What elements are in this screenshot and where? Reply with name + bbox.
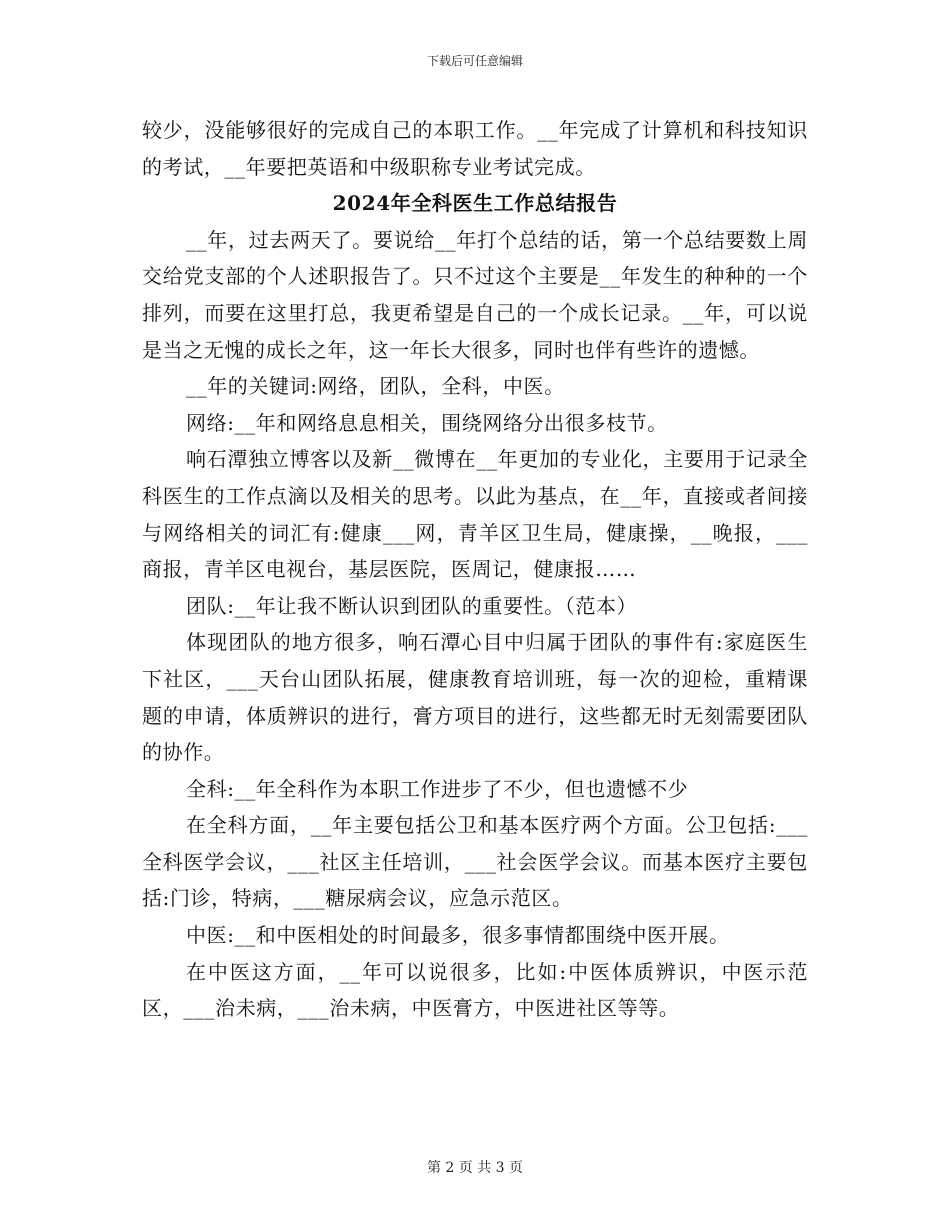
paragraph-tcm-heading: 中医:__和中医相处的时间最多，很多事情都围绕中医开展。	[186, 923, 730, 948]
header-note: 下载后可任意编辑	[426, 54, 523, 68]
paragraph-team-heading: 团队:__年让我不断认识到团队的重要性。（范本）	[186, 593, 638, 618]
page-number: 第 2 页 共 3 页	[426, 1160, 524, 1176]
document-body	[142, 112, 808, 1027]
paragraph-keywords: __年的关键词:网络，团队，全科，中医。	[186, 374, 565, 399]
paragraph-network-body: 响石潭独立博客以及新__微博在__年更加的专业化，主要用于记录全科医生的工作点滴以及相关的思考。以此为基点，在__年，直接或者间接与网络相关的词汇有:健康___网，青羊区卫生局，健康操，__晚报，___商报，青羊区电视台，基层医院，医周记，健康报……	[142, 447, 808, 582]
paragraph-tcm-body: 在中医这方面，__年可以说很多，比如:中医体质辨识，中医示范区，___治未病，___治未病，中医膏方，中医进社区等等。	[142, 959, 808, 1021]
paragraph-network-heading: 网络:__年和网络息息相关，围绕网络分出很多枝节。	[186, 410, 668, 435]
paragraph-general-heading: 全科:__年全科作为本职工作进步了不少，但也遗憾不少	[186, 776, 689, 801]
paragraph-team-body: 体现团队的地方很多，响石潭心目中归属于团队的事件有:家庭医生下社区，___天台山团队拓展，健康教育培训班，每一次的迎检，重精课题的申请，体质辨识的进行，膏方项目的进行，这些都无时无刻需要团队的协作。	[142, 630, 808, 765]
document-title: 2024年全科医生工作总结报告	[332, 191, 618, 216]
paragraph-intro: __年，过去两天了。要说给__年打个总结的话，第一个总结要数上周交给党支部的个人述职报告了。只不过这个主要是__年发生的种种的一个排列，而要在这里打总，我更希望是自己的一个成长记录。__年，可以说是当之无愧的成长之年，这一年长大很多，同时也伴有些许的遗憾。	[142, 227, 808, 362]
continuation-paragraph: 较少，没能够很好的完成自己的本职工作。__年完成了计算机和科技知识的考试，__年要把英语和中级职称专业考试完成。	[142, 118, 808, 179]
paragraph-general-body: 在全科方面，__年主要包括公卫和基本医疗两个方面。公卫包括:___全科医学会议，___社区主任培训，___社会医学会议。而基本医疗主要包括:门诊，特病，___糖尿病会议，应急示范区。	[142, 813, 808, 911]
